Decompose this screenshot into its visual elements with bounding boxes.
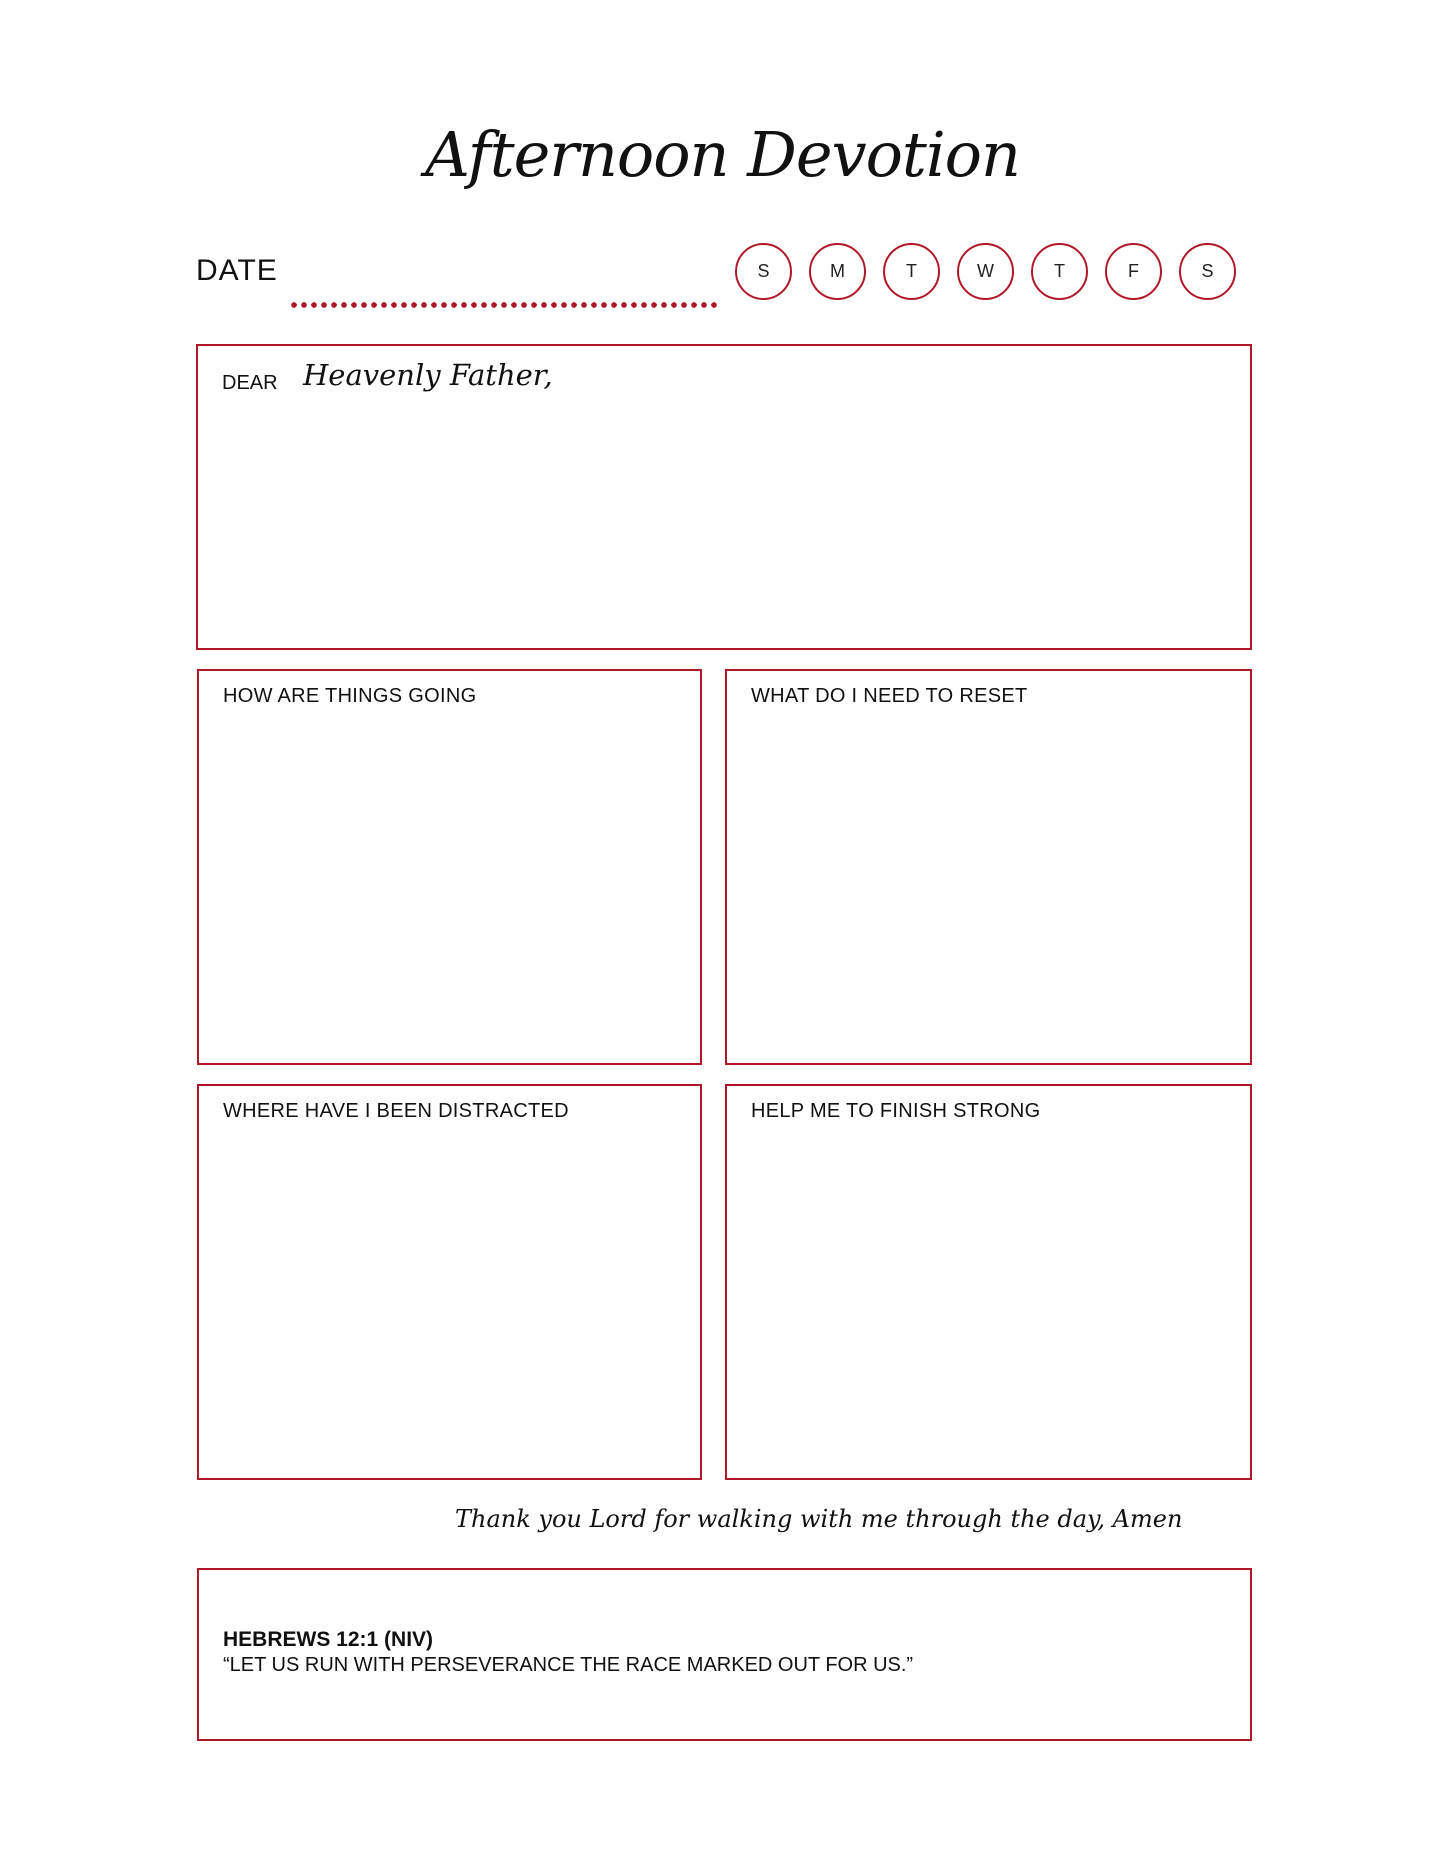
dear-box[interactable] [196,344,1252,650]
finish-strong-box[interactable] [725,1084,1252,1480]
day-circle-sunday[interactable]: S [735,243,792,300]
day-circle-saturday[interactable]: S [1179,243,1236,300]
finish-strong-label: HELP ME TO FINISH STRONG [751,1100,1041,1122]
date-label: DATE [196,254,278,287]
closing-prayer: Thank you Lord for walking with me through the day, Amen [455,1505,1183,1533]
how-going-box[interactable] [197,669,702,1065]
date-field[interactable] [289,302,720,308]
distracted-box[interactable] [197,1084,702,1480]
day-circle-monday[interactable]: M [809,243,866,300]
dear-salutation: Heavenly Father, [303,358,553,392]
day-circle-tuesday[interactable]: T [883,243,940,300]
day-circle-friday[interactable]: F [1105,243,1162,300]
page-title: Afternoon Devotion [425,118,1020,191]
dear-label: DEAR [222,372,278,394]
reset-box[interactable] [725,669,1252,1065]
reset-label: WHAT DO I NEED TO RESET [751,685,1028,707]
distracted-label: WHERE HAVE I BEEN DISTRACTED [223,1100,569,1122]
how-going-label: HOW ARE THINGS GOING [223,685,477,707]
verse-box [197,1568,1252,1741]
day-circle-thursday[interactable]: T [1031,243,1088,300]
verse-reference: HEBREWS 12:1 (NIV) [223,1628,434,1651]
day-circle-wednesday[interactable]: W [957,243,1014,300]
verse-text: “LET US RUN WITH PERSEVERANCE THE RACE MARKED OUT FOR US.” [223,1654,914,1676]
